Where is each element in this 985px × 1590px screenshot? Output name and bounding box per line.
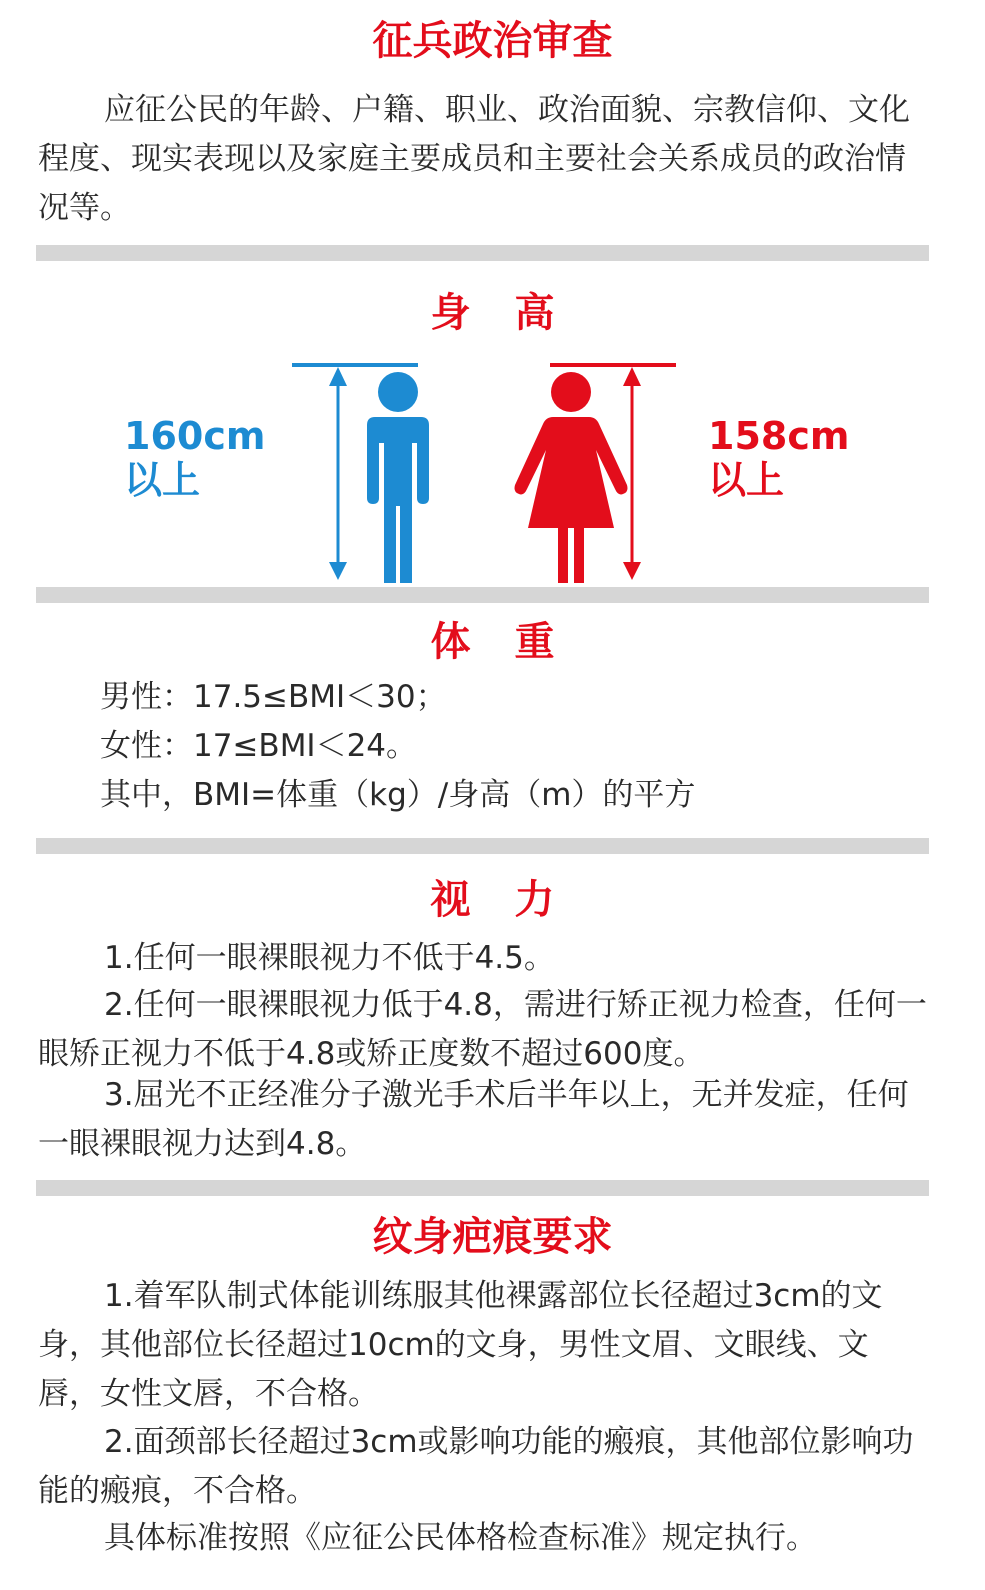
political-review-title: 征兵政治审查: [372, 18, 613, 64]
male-height-suffix: 以上: [124, 458, 201, 502]
section-divider: [36, 1180, 929, 1196]
tattoo-standard-note: 具体标准按照《应征公民体格检查标准》规定执行。: [104, 1520, 817, 1556]
male-height-value: 160cm: [124, 414, 266, 458]
weight-title: 体重: [430, 619, 599, 665]
tattoo-item-2: 2.面颈部长径超过3cm或影响功能的瘢痕，其他部位影响功能的瘢痕，不合格。: [38, 1424, 914, 1509]
tattoo-item-1: 1.着军队制式体能训练服其他裸露部位长径超过3cm的文身，其他部位长径超过10cm的文身，男性文眉、文眼线、文唇，女性文唇，不合格。: [38, 1278, 883, 1412]
section-divider: [36, 245, 929, 261]
height-illustration: [0, 350, 985, 590]
female-figure-icon: [515, 372, 628, 583]
weight-line-bmi: 其中，BMI=体重（kg）/身高（m）的平方: [100, 777, 696, 813]
weight-line-male: 男性：17.5≤BMI＜30；: [100, 679, 447, 715]
male-figure-icon: [367, 372, 429, 583]
section-divider: [36, 838, 929, 854]
vision-item-3: 3.屈光不正经准分子激光手术后半年以上，无并发症，任何一眼裸眼视力达到4.8。: [38, 1077, 909, 1162]
female-height-suffix: 以上: [708, 458, 785, 502]
vision-item-2: 2.任何一眼裸眼视力低于4.8，需进行矫正视力检查，任何一眼矫正视力不低于4.8或矫正度数不超过600度。: [38, 987, 927, 1072]
tattoo-title: 纹身疤痕要求: [372, 1214, 613, 1260]
weight-line-female: 女性：17≤BMI＜24。: [100, 728, 418, 764]
section-divider: [36, 587, 929, 603]
vision-item-1: 1.任何一眼裸眼视力不低于4.5。: [104, 940, 555, 976]
vision-title: 视力: [430, 877, 599, 923]
female-height-value: 158cm: [708, 414, 850, 458]
political-review-text: 应征公民的年龄、户籍、职业、政治面貌、宗教信仰、文化程度、现实表现以及家庭主要成员和主要社会关系成员的政治情况等。: [38, 92, 910, 226]
height-title: 身高: [430, 290, 599, 336]
